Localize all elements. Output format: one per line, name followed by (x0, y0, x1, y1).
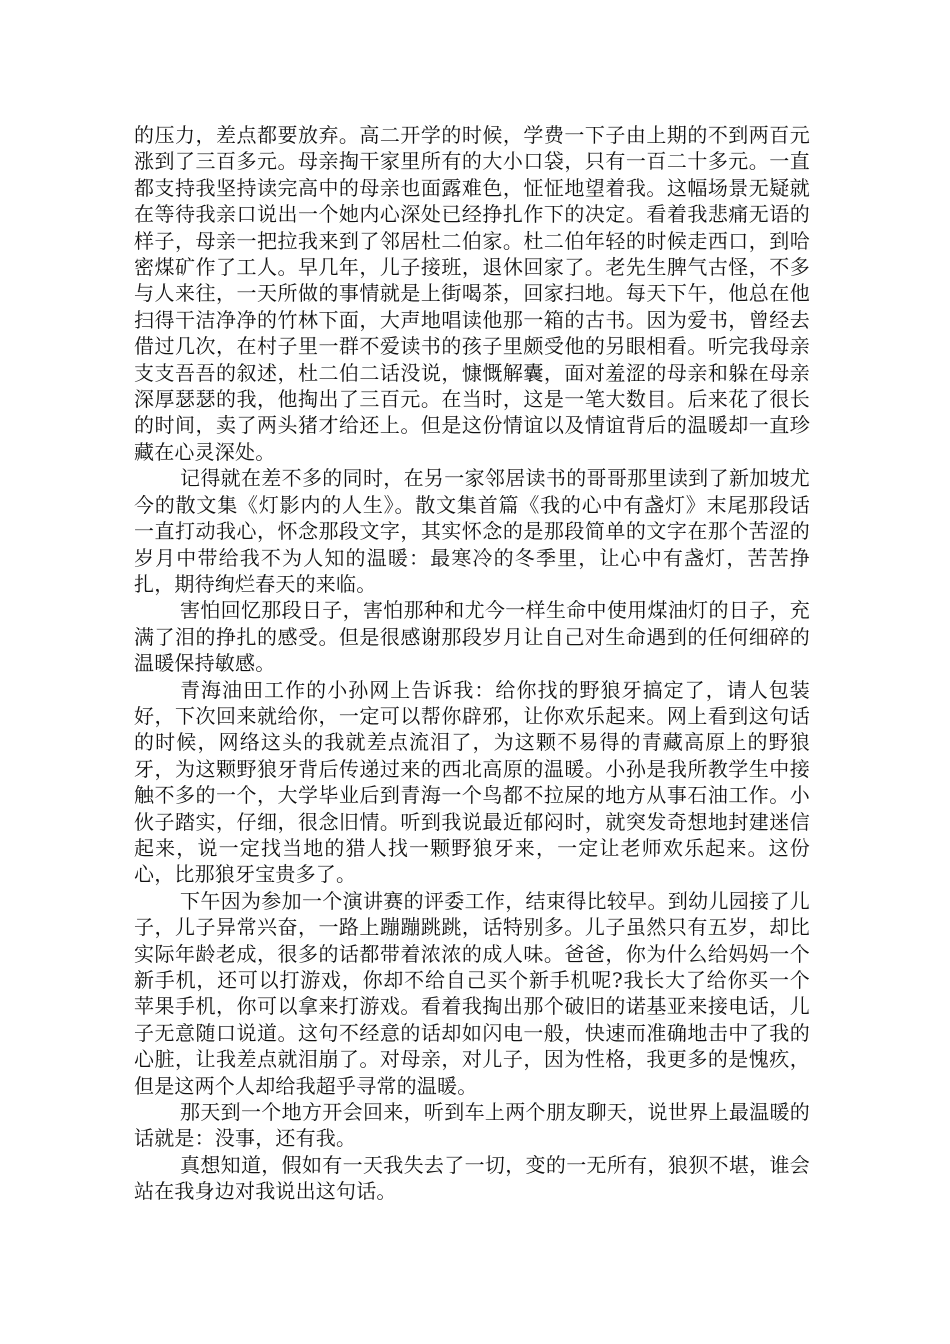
paragraph-continuation: 的压力，差点都要放弃。高二开学的时候，学费一下子由上期的不到两百元涨到了三百多元。母亲掏干家里所有的大小口袋，只有一百二十多元。一直都支持我坚持读完高中的母亲也面露难色，怔怔地望着我。这幅场景无疑就在等待我亲口说出一个她内心深处已经挣扎作下的决定。看着我悲痛无语的样子，母亲一把拉我来到了邻居杜二伯家。杜二伯年轻的时候走西口，到哈密煤矿作了工人。早几年，儿子接班，退休回家了。老先生脾气古怪，不多与人来往，一天所做的事情就是上街喝茶，回家扫地。每天下午，他总在他扫得干洁净净的竹林下面，大声地唱读他那一箱的古书。因为爱书，曾经去借过几次，在村子里一群不爱读书的孩子里颇受他的另眼相看。听完我母亲支支吾吾的叙述，杜二伯二话没说，慷慨解囊，面对羞涩的母亲和躲在母亲深厚瑟瑟的我，他掏出了三百元。在当时，这是一笔大数目。后来花了很长的时间，卖了两头猪才给还上。但是这份情谊以及情谊背后的温暖却一直珍藏在心灵深处。 (134, 123, 810, 464)
document-body (134, 122, 810, 1205)
paragraph: 害怕回忆那段日子，害怕那种和尤今一样生命中使用煤油灯的日子，充满了泪的挣扎的感受。但是很感谢那段岁月让自己对生命遇到的任何细碎的温暖保持敏感。 (134, 598, 810, 676)
paragraph: 青海油田工作的小孙网上告诉我：给你找的野狼牙搞定了，请人包装好，下次回来就给你，一定可以帮你辟邪，让你欢乐起来。网上看到这句话的时候，网络这头的我就差点流泪了，为这颗不易得的青藏高原上的野狼牙，为这颗野狼牙背后传递过来的西北高原的温暖。小孙是我所教学生中接触不多的一个，大学毕业后到青海一个鸟都不拉屎的地方从事石油工作。小伙子踏实，仔细，很念旧情。听到我说最近郁闷时，就突发奇想地封建迷信起来，说一定找当地的猎人找一颗野狼牙来，一定让老师欢乐起来。这份心，比那狼牙宝贵多了。 (134, 677, 810, 887)
paragraph: 下午因为参加一个演讲赛的评委工作，结束得比较早。到幼儿园接了儿子，儿子异常兴奋，一路上蹦蹦跳跳，话特别多。儿子虽然只有五岁，却比实际年龄老成，很多的话都带着浓浓的成人味。爸爸，你为什么给妈妈一个新手机，还可以打游戏，你却不给自己买个新手机呢?我长大了给你买一个苹果手机，你可以拿来打游戏。看着我掏出那个破旧的诺基亚来接电话，儿子无意随口说道。这句不经意的话却如闪电一般，快速而准确地击中了我的心脏，让我差点就泪崩了。对母亲，对儿子，因为性格，我更多的是愧疚，但是这两个人却给我超乎寻常的温暖。 (134, 888, 810, 1098)
paragraph: 那天到一个地方开会回来，听到车上两个朋友聊天，说世界上最温暖的话就是：没事，还有我。 (134, 1100, 810, 1151)
paragraph: 真想知道，假如有一天我失去了一切，变的一无所有，狼狈不堪，谁会站在我身边对我说出这句话。 (134, 1152, 810, 1204)
paragraph: 记得就在差不多的同时，在另一家邻居读书的哥哥那里读到了新加坡尤今的散文集《灯影内的人生》。散文集首篇《我的心中有盏灯》末尾那段话一直打动我心，怀念那段文字，其实怀念的是那段简单的文字在那个苦涩的岁月中带给我不为人知的温暖：最寒冷的冬季里，让心中有盏灯，苦苦挣扎，期待绚烂春天的来临。 (134, 466, 810, 596)
